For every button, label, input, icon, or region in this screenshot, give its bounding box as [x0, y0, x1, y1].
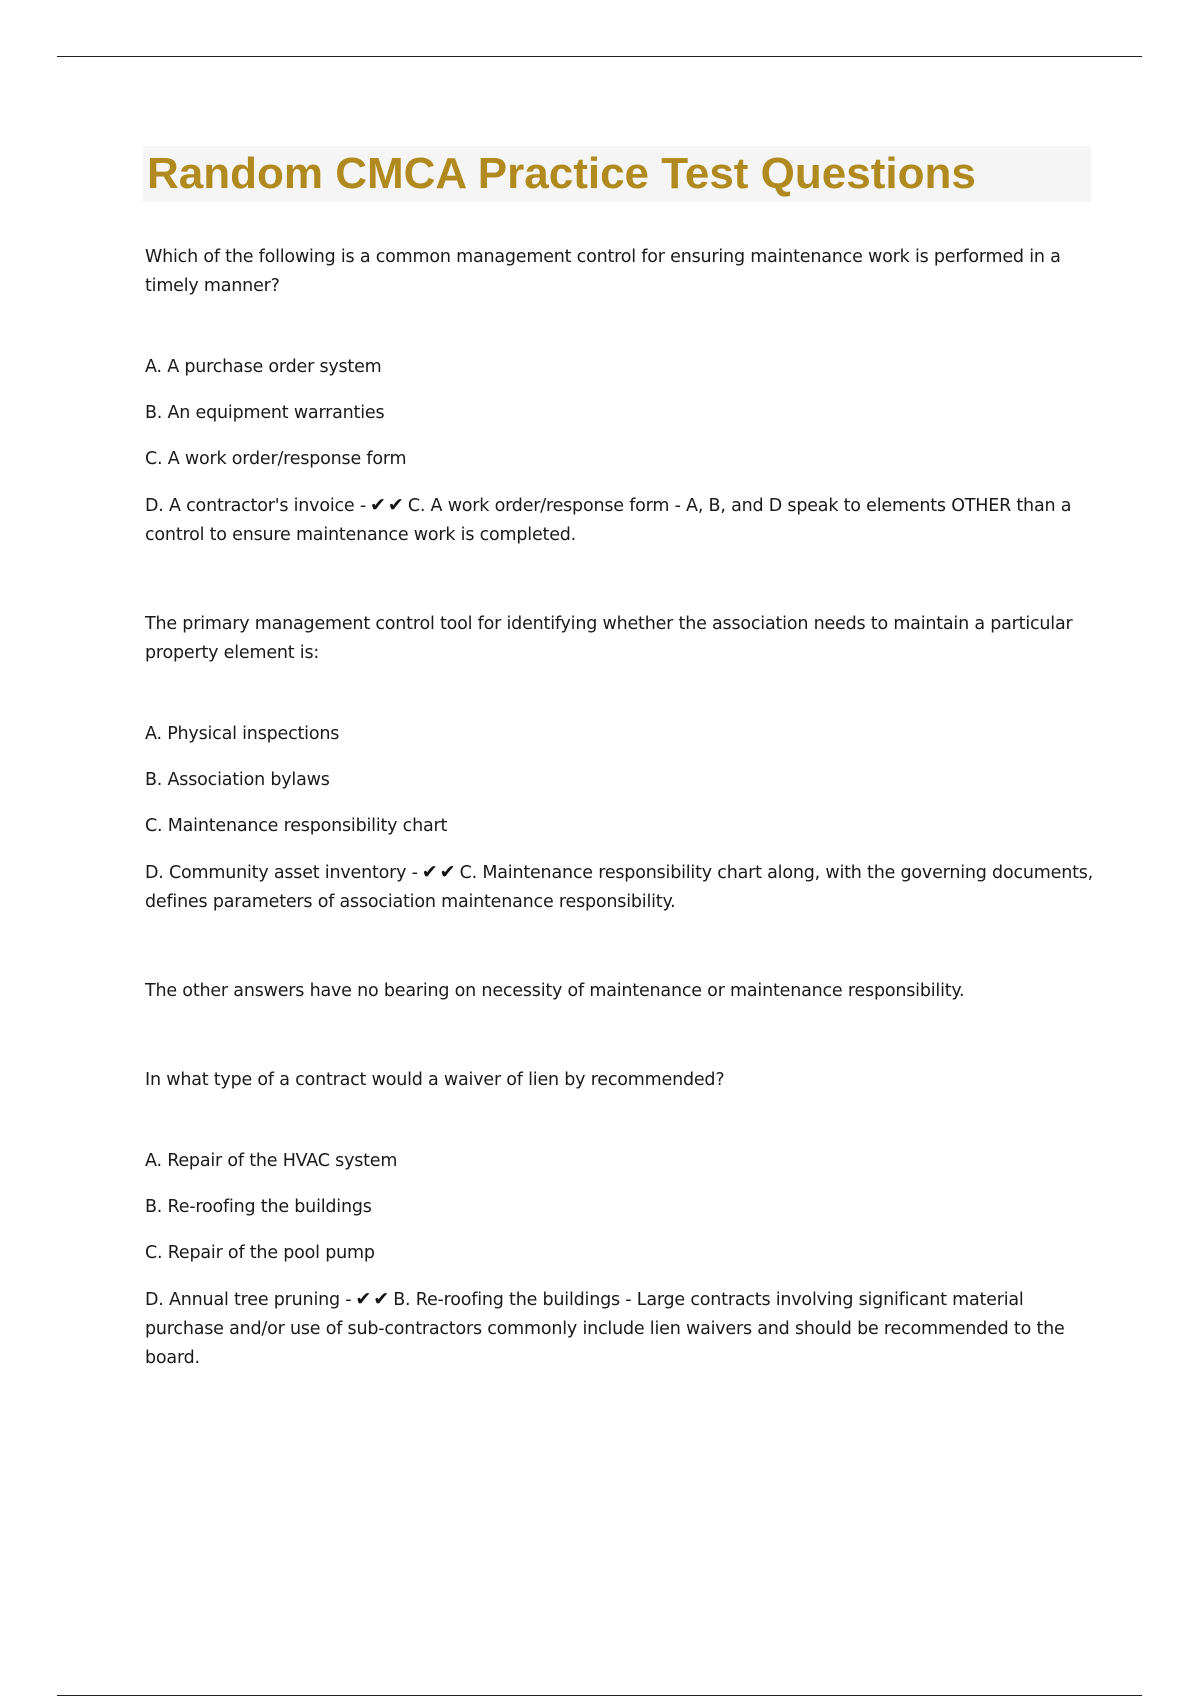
- question-block: [145, 243, 1095, 550]
- answer-option: A. Repair of the HVAC system: [145, 1151, 398, 1171]
- page-footer-rule: [57, 1695, 1142, 1696]
- correct-answer: C. Maintenance responsibility chart along, with the governing documents, defines parameters of association maintenance responsibility.: [145, 863, 1094, 912]
- page-header-rule: [57, 56, 1142, 57]
- answer-option: C. Repair of the pool pump: [145, 1243, 375, 1263]
- explanation-note: The other answers have no bearing on necessity of maintenance or maintenance responsibility.: [145, 981, 965, 1001]
- question-block: [145, 610, 1095, 1006]
- question-prompt: In what type of a contract would a waiver of lien by recommended?: [145, 1070, 725, 1090]
- checkmark-icon: ✔✔: [369, 494, 406, 516]
- page-title: Random CMCA Practice Test Questions: [147, 149, 976, 198]
- correct-answer: C. A work order/response form - A, B, and D speak to elements OTHER than a control to ensure maintenance work is completed.: [145, 496, 1072, 545]
- answer-line: [145, 1285, 1095, 1373]
- checkmark-icon: ✔✔: [421, 861, 458, 883]
- question-block: [145, 1066, 1095, 1373]
- answer-line: [145, 858, 1095, 917]
- answer-option: A. Physical inspections: [145, 724, 340, 744]
- answer-option: C. Maintenance responsibility chart: [145, 816, 448, 836]
- answer-option: C. A work order/response form: [145, 449, 407, 469]
- correct-answer: B. Re-roofing the buildings - Large contracts involving significant material purchase and/or use of sub-contractors commonly include lien waivers and should be recommended to the board.: [145, 1290, 1065, 1368]
- answer-option: D. A contractor's invoice -: [145, 496, 366, 516]
- answer-option: D. Annual tree pruning -: [145, 1290, 352, 1310]
- question-prompt: Which of the following is a common management control for ensuring maintenance work is performed in a timely manner?: [145, 247, 1061, 296]
- title-banner: [143, 146, 1091, 202]
- answer-option: A. A purchase order system: [145, 357, 382, 377]
- question-prompt: The primary management control tool for identifying whether the association needs to maintain a particular property element is:: [145, 614, 1073, 663]
- answer-option: B. Association bylaws: [145, 770, 330, 790]
- checkmark-icon: ✔✔: [355, 1288, 392, 1310]
- answer-option: B. An equipment warranties: [145, 403, 385, 423]
- answer-option: D. Community asset inventory -: [145, 863, 418, 883]
- document-body: [145, 243, 1095, 1373]
- answer-line: [145, 491, 1095, 550]
- answer-option: B. Re-roofing the buildings: [145, 1197, 372, 1217]
